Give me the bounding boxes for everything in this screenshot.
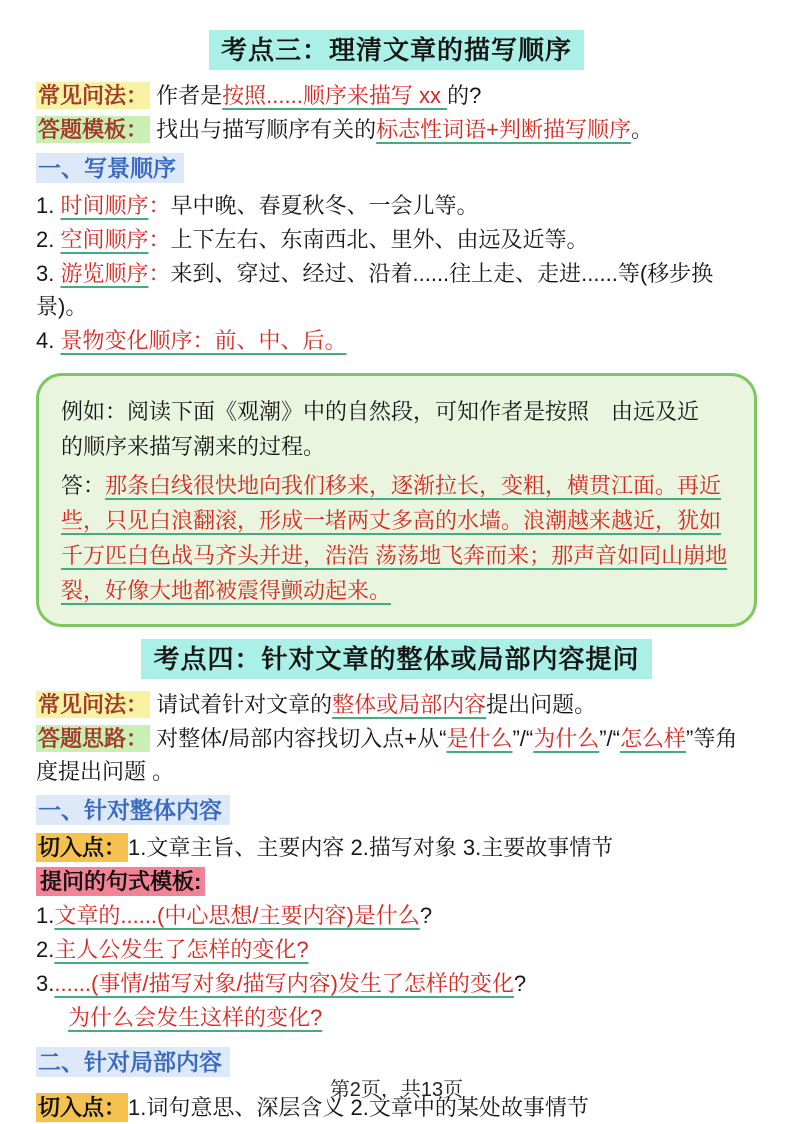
- question-item: [36, 933, 757, 966]
- section3-answer-template-line: [36, 113, 757, 146]
- section4-part1-heading-row: [36, 794, 757, 827]
- common-question-highlight: 按照......顺序来描写 xx: [222, 83, 448, 108]
- question-item: [36, 899, 757, 932]
- item-number: 4.: [36, 328, 61, 353]
- partial-content-heading: 二、针对局部内容: [36, 1047, 230, 1077]
- page-number: 第2页，共13页: [329, 1079, 464, 1101]
- answer-idea-post: ”等角度提出问题 。: [36, 726, 738, 784]
- section3-title-row: [36, 30, 757, 67]
- question-item: [36, 1001, 757, 1034]
- cut-in-point-text: 1.词句意思、深层含义 2.文章中的某处故事情节: [128, 1095, 589, 1120]
- common-question-label: 常见问法：: [38, 692, 149, 717]
- cut-in-point-label: 切入点：: [38, 1095, 127, 1120]
- idea-mid-2: ”/“: [599, 726, 620, 751]
- question-text: 为什么会发生这样的变化?: [68, 1005, 323, 1030]
- answer-template-post: 。: [631, 117, 654, 142]
- question-pattern-label: 提问的句式模板:: [36, 867, 205, 896]
- question-tail: ?: [419, 903, 433, 928]
- item-description: 早中晚、春夏秋冬、一会儿等。: [170, 193, 479, 218]
- example-answer-label: 答：: [61, 473, 106, 498]
- item-separator: ：: [148, 261, 171, 286]
- common-question-label: 常见问法：: [38, 83, 149, 108]
- example-answer-text: 那条白线很快地向我们移来，逐渐拉长，变粗，横贯江面。再近些，只见白浪翻滚，形成一堵两丈多高的水墙。浪潮越来越近，犹如千万匹白色战马齐头并进，浩浩 荡荡地飞奔而来；那声音如同山崩地裂，好像大地都被震得颤动起来。: [61, 473, 728, 603]
- cut-in-point-label: 切入点：: [38, 835, 127, 860]
- example-intro: 例如：阅读下面《观潮》中的自然段，可知作者是按照 由远及近 的顺序来描写潮来的过程。: [61, 399, 722, 459]
- item-description: 来到、穿过、经过、沿着......往上走、走进......等(移步换景)。: [36, 261, 714, 319]
- section4-title-row: [36, 639, 757, 676]
- item-separator: ：: [148, 193, 171, 218]
- cut-in-point-text: 1.文章主旨、主要内容 2.描写对象 3.主要故事情节: [128, 835, 614, 860]
- item-term: 景物变化顺序：前、中、后。: [60, 328, 347, 353]
- section4-common-question-line: [36, 688, 757, 721]
- list-item: [36, 223, 757, 256]
- question-text: ......(事情/描写对象/描写内容)发生了怎样的变化: [54, 971, 514, 996]
- common-question-post: 提出问题。: [486, 692, 597, 717]
- item-term: 游览顺序: [60, 261, 149, 286]
- question-text: 主人公发生了怎样的变化?: [54, 937, 309, 962]
- common-question-post: 的?: [447, 83, 482, 108]
- question-number: 1.: [36, 903, 55, 928]
- section3-common-question-line: [36, 79, 757, 112]
- idea-mid-1: ”/“: [512, 726, 534, 751]
- common-question-pre: 作者是: [156, 83, 223, 108]
- section4-answer-idea-line: [36, 722, 757, 788]
- answer-template-pre: 找出与描写顺序有关的: [156, 117, 377, 142]
- item-number: 3.: [36, 261, 61, 286]
- example-box: [36, 373, 757, 627]
- answer-template-label: 答题模板：: [38, 117, 149, 142]
- cut-in-point-line: [36, 831, 757, 864]
- question-item: [36, 967, 757, 1000]
- item-term: 时间顺序: [60, 193, 149, 218]
- list-item: [36, 324, 757, 357]
- list-item: [36, 257, 757, 323]
- question-text: 文章的......(中心思想/主要内容)是什么: [54, 903, 420, 928]
- idea-term-2: 为什么: [533, 726, 600, 751]
- section3-title: 考点三：理清文章的描写顺序: [209, 30, 584, 70]
- item-number: 2.: [36, 227, 61, 252]
- item-term: 空间顺序: [60, 227, 149, 252]
- section3-heading-row: [36, 152, 757, 185]
- item-description: 上下左右、东南西北、里外、由远及近等。: [170, 227, 589, 252]
- answer-idea-pre: 对整体/局部内容找切入点+从“: [156, 726, 447, 751]
- whole-content-heading: 一、针对整体内容: [36, 795, 230, 825]
- question-number: 3.: [36, 971, 55, 996]
- answer-template-highlight: 标志性词语+判断描写顺序: [376, 117, 632, 142]
- answer-idea-label: 答题思路：: [38, 726, 149, 751]
- item-separator: ：: [148, 227, 171, 252]
- idea-term-3: 怎么样: [620, 726, 687, 751]
- example-answer-line: [61, 468, 732, 608]
- item-number: 1.: [36, 193, 61, 218]
- section4-title: 考点四：针对文章的整体或局部内容提问: [141, 639, 651, 679]
- idea-term-1: 是什么: [446, 726, 513, 751]
- common-question-pre: 请试着针对文章的: [156, 692, 333, 717]
- scene-order-heading: 一、写景顺序: [36, 153, 184, 183]
- common-question-highlight: 整体或局部内容: [332, 692, 487, 717]
- question-number: 2.: [36, 937, 55, 962]
- list-item: [36, 189, 757, 222]
- question-tail: ?: [513, 971, 527, 996]
- pattern-label-row: [36, 865, 757, 898]
